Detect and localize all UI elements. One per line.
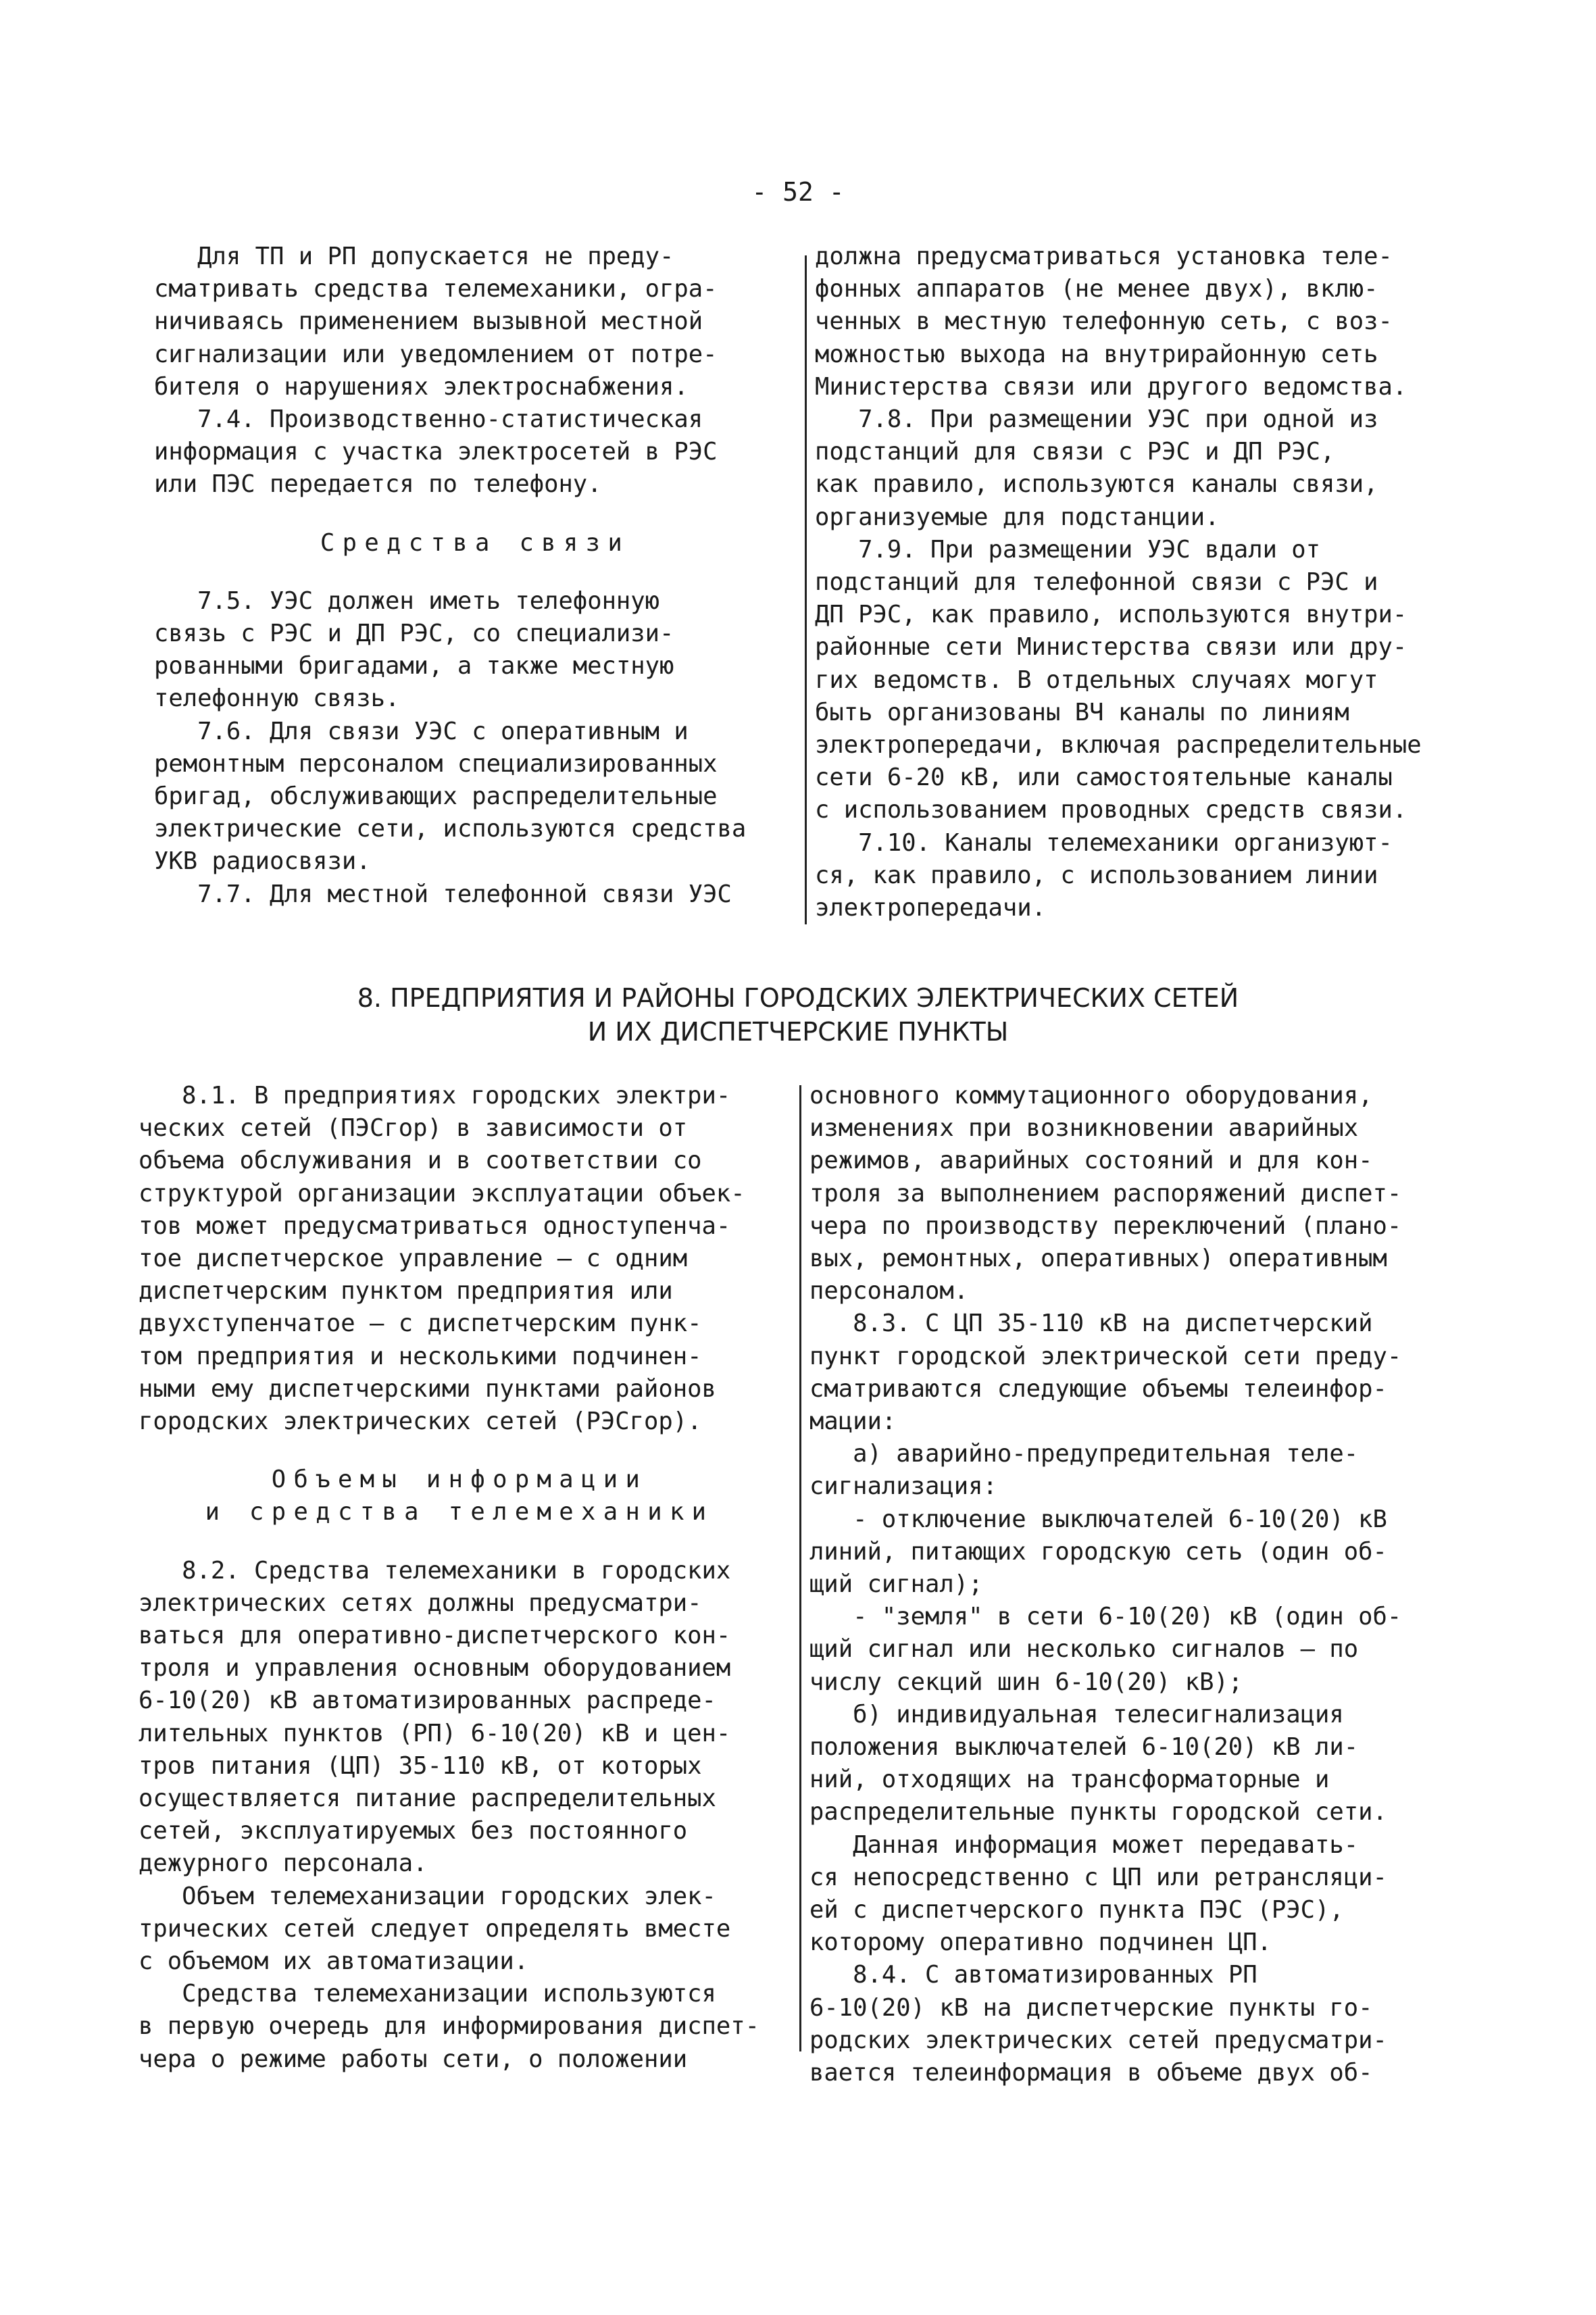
paragraph: 7.5. УЭС должен иметь телефонную связь с РЭС и ДП РЭС, со специализи- рованными бригадами, а также местную телефонную связь. (154, 587, 674, 713)
bottom-right-column (809, 1080, 1458, 2089)
top-right-column (815, 241, 1464, 924)
paragraph: 7.10. Каналы телемеханики организуют- ся, как правило, с использованием линии электропередачи. (815, 828, 1393, 922)
paragraph: должна предусматриваться установка теле- фонных аппаратов (не менее двух), вклю- ченных в местную телефонную сеть, с воз- можностью выхода на внутрирайонную сеть Министерства связи или другого ведомства. (815, 243, 1407, 401)
section-title-line-2: И ИХ ДИСПЕТЧЕРСКИЕ ПУНКТЫ (587, 1017, 1009, 1047)
paragraph: Данная информация может передавать- ся непосредственно с ЦП или ретрансляци- ей с диспетчерского пункта ПЭС (РЭС), которому оперативно подчинен ЦП. (809, 1831, 1387, 1957)
paragraph: - "земля" в сети 6-10(20) кВ (один об- щий сигнал или несколько сигналов — по числу секций шин 6-10(20) кВ); (809, 1603, 1402, 1696)
paragraph: основного коммутационного оборудования, изменениях при возникновении аварийных режимов, аварийных состояний и для кон- троля за выполнением распоряжений диспет- чера по производству переключений (плано- вых, ремонтных, оперативных) оперативным персоналом. (809, 1082, 1402, 1305)
page-number: - 52 - (751, 177, 845, 207)
top-column-divider (805, 255, 807, 924)
paragraph: Для ТП и РП допускается не преду- сматривать средства телемеханики, огра- ничиваясь применением вызывной местной сигнализации или уведомлением от потре- бителя о нарушениях электроснабжения. (154, 243, 718, 401)
subsection-heading: Объемы информации и средства телемеханики (205, 1466, 714, 1526)
paragraph: 7.8. При размещении УЭС при одной из подстанций для связи с РЭС и ДП РЭС, как правило, используются каналы связи, организуемые для подстанции. (815, 405, 1378, 531)
paragraph: - отключение выключателей 6-10(20) кВ линий, питающих городскую сеть (один об- щий сигнал); (809, 1505, 1387, 1599)
subsection-heading: Средства связи (320, 528, 630, 557)
paragraph: 7.9. При размещении УЭС вдали от подстанций для телефонной связи с РЭС и ДП РЭС, как правило, используются внутри- районные сети Министерства связи или дру- гих ведомств. В отдельных случаях могут быть организованы ВЧ каналы по линиям электропередачи, включая распределительные сети 6-20 кВ, или самостоятельные каналы с использованием проводных средств связи. (815, 535, 1422, 824)
bottom-left-column (139, 1080, 780, 2076)
paragraph: 7.7. Для местной телефонной связи УЭС (154, 880, 732, 908)
paragraph: а) аварийно-предупредительная теле- сигнализация: (809, 1440, 1359, 1501)
paragraph: б) индивидуальная телесигнализация положения выключателей 6-10(20) кВ ли- ний, отходящих на трансформаторные и распределительные пункты городской сети. (809, 1700, 1387, 1826)
paragraph: Объем телемеханизации городских элек- трических сетей следует определять вместе с объемом их автоматизации. (139, 1882, 731, 1976)
paragraph: 8.2. Средства телемеханики в городских электрических сетях должны предусматри- ваться для оперативно-диспетчерского кон- троля и управления основным оборудованием 6-10(20) кВ автоматизированных распреде- лительных пунктов (РП) 6-10(20) кВ и цен- тров питания (ЦП) 35-110 кВ, от которых осуществляется питание распределительных сетей, эксплуатируемых без постоянного дежурного персонала. (139, 1556, 731, 1878)
paragraph: 8.4. С автоматизированных РП 6-10(20) кВ на диспетчерские пункты го- родских электрических сетей предусматри- вается телеинформация в объеме двух об- (809, 1961, 1387, 2087)
section-8-title (0, 981, 1596, 1049)
paragraph: Средства телемеханизации используются в первую очередь для информирования диспет- чера о режиме работы сети, о положении (139, 1980, 760, 2073)
section-title-line-1: 8. ПРЕДПРИЯТИЯ И РАЙОНЫ ГОРОДСКИХ ЭЛЕКТРИЧЕСКИХ СЕТЕЙ (357, 983, 1239, 1013)
paragraph: 8.1. В предприятиях городских электри- ческих сетей (ПЭСгор) в зависимости от объема обслуживания и в соответствии со структурой организации эксплуатации объек- тов может предусматриваться одноступенча- тое диспетчерское управление — с одним диспетчерским пунктом предприятия или двухступенчатое — с диспетчерским пунк- том предприятия и несколькими подчинен- ными ему диспетчерскими пунктами районов городских электрических сетей (РЭСгор). (139, 1082, 745, 1436)
top-left-column (154, 241, 796, 911)
paragraph: 8.3. С ЦП 35-110 кВ на диспетчерский пункт городской электрической сети преду- сматриваются следующие объемы телеинфор- мации: (809, 1310, 1402, 1436)
bottom-column-divider (799, 1085, 801, 2051)
paragraph: 7.6. Для связи УЭС с оперативным и ремонтным персоналом специализированных бригад, обслуживающих распределительные электрические сети, используются средства УКВ радиосвязи. (154, 717, 747, 876)
paragraph: 7.4. Производственно-статистическая информация с участка электросетей в РЭС или ПЭС передается по телефону. (154, 405, 718, 499)
